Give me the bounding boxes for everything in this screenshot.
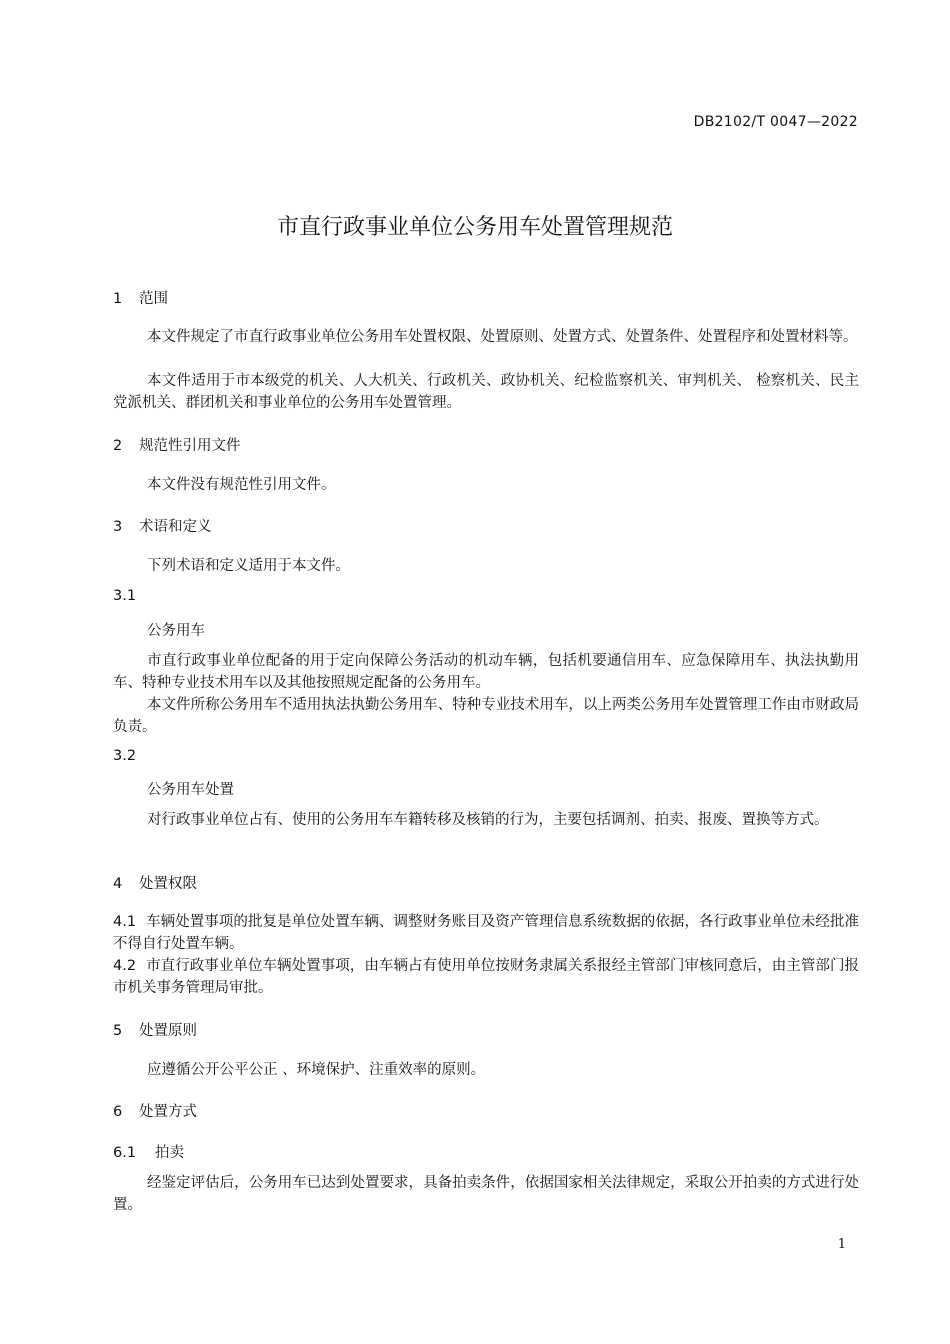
section-title: 范围 [139,291,168,307]
clause-4-2 [113,955,859,999]
section-number: 6 [113,1104,123,1120]
term-3-1-paragraph-2: 本文件所称公务用车不适用执法执勤公务用车、特种专业技术用车，以上两类公务用车处置管理工作由市财政局负责。 [113,697,859,735]
section-3-paragraph-1: 下列术语和定义适用于本文件。 [147,558,350,574]
clause-6-1-paragraph-1: 经鉴定评估后，公务用车已达到处置要求，具备拍卖条件，依据国家相关法律规定，采取公开拍卖的方式进行处置。 [113,1175,859,1213]
section-title: 处置原则 [139,1023,197,1039]
section-1-paragraph-1: 本文件规定了市直行政事业单位公务用车处置权限、处置原则、处置方式、处置条件、处置程序和处置材料等。 [147,329,858,345]
clause-number: 6.1 [113,1145,137,1161]
section-3-heading [113,515,212,536]
clause-number: 4.2 [113,958,137,974]
section-number: 1 [113,291,123,307]
section-number: 5 [113,1023,123,1039]
section-number: 3 [113,519,123,535]
document-title: 市直行政事业单位公务用车处置管理规范 [276,215,673,240]
section-1-heading [113,287,168,308]
clause-number: 4.1 [113,914,137,930]
term-3-2-title: 公务用车处置 [147,782,234,798]
term-3-1-number: 3.1 [113,588,137,604]
standard-code: DB2102/T 0047—2022 [693,114,858,130]
section-1-paragraph-2: 本文件适用于市本级党的机关、人大机关、行政机关、政协机关、纪检监察机关、审判机关、 检察机关、民主党派机关、群团机关和事业单位的公务用车处置管理。 [113,373,859,411]
section-number: 2 [113,438,123,454]
section-4-heading [113,872,197,893]
section-title: 规范性引用文件 [139,438,241,454]
section-5-paragraph-1: 应遵循公开公平公正 、环境保护、注重效率的原则。 [147,1062,486,1078]
section-number: 4 [113,876,123,892]
term-3-1-paragraph-1: 市直行政事业单位配备的用于定向保障公务活动的机动车辆，包括机要通信用车、应急保障用车、执法执勤用车、特种专业技术用车以及其他按照规定配备的公务用车。 [113,653,859,691]
term-3-1-title: 公务用车 [147,623,205,639]
clause-text: 市直行政事业单位车辆处置事项，由车辆占有使用单位按财务隶属关系报经主管部门审核同意后，由主管部门报市机关事务管理局审批。 [113,958,859,996]
section-title: 术语和定义 [139,519,212,535]
term-3-2-number: 3.2 [113,748,137,764]
section-2-paragraph-1: 本文件没有规范性引用文件。 [147,477,336,493]
section-title: 处置权限 [139,876,197,892]
section-5-heading [113,1019,197,1040]
page-number: 1 [837,1237,846,1252]
clause-4-1 [113,911,859,955]
clause-title: 拍卖 [155,1145,184,1161]
section-2-heading [113,434,241,455]
section-6-heading [113,1100,197,1121]
clause-text: 车辆处置事项的批复是单位处置车辆、调整财务账目及资产管理信息系统数据的依据，各行政事业单位未经批准不得自行处置车辆。 [113,914,859,952]
clause-6-1-heading [113,1141,184,1162]
section-title: 处置方式 [139,1104,197,1120]
term-3-2-paragraph-1: 对行政事业单位占有、使用的公务用车车籍转移及核销的行为，主要包括调剂、拍卖、报废、置换等方式。 [147,812,829,828]
